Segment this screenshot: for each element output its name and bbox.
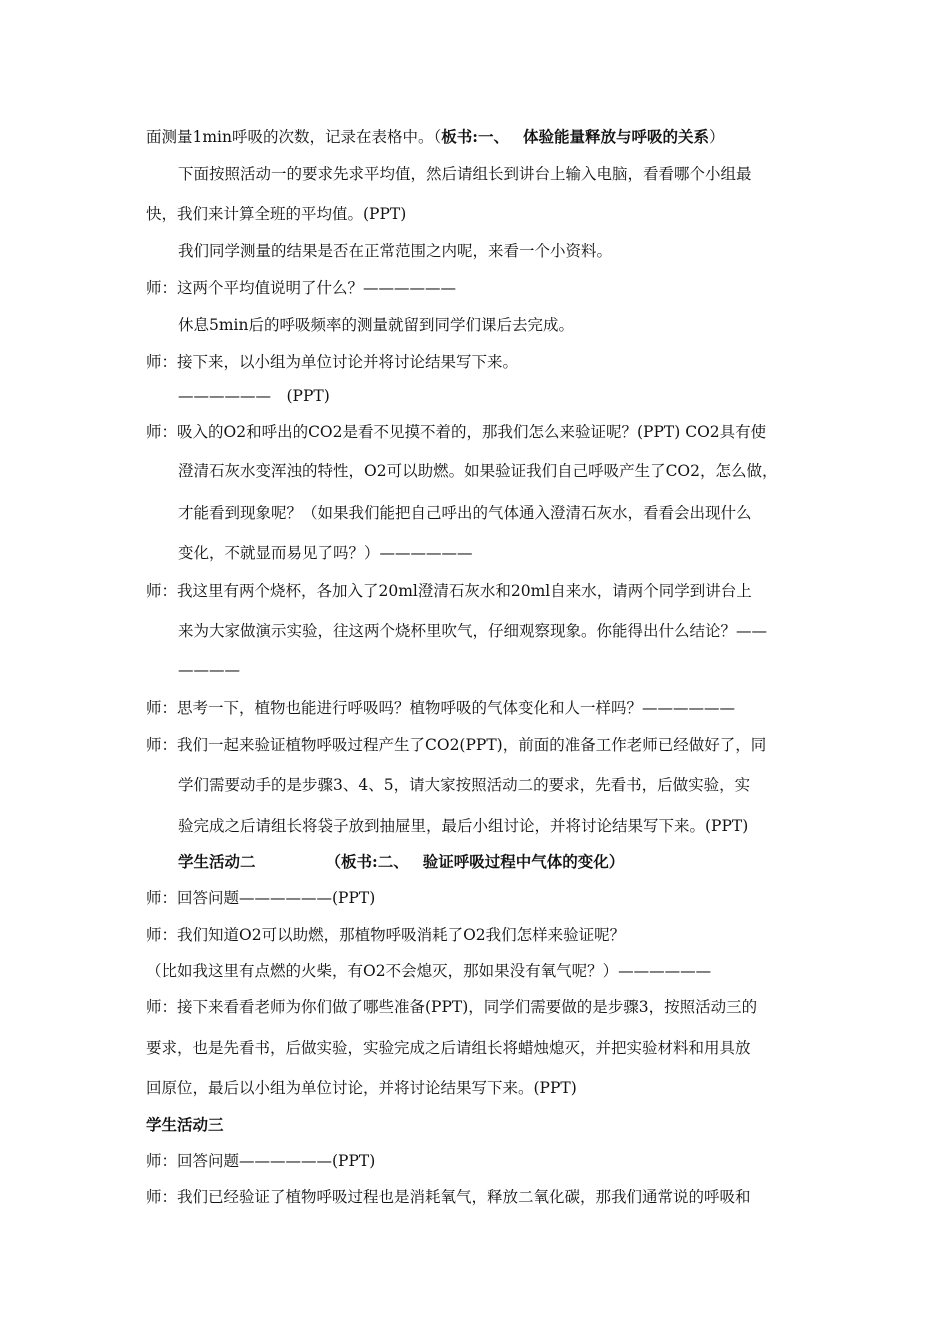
- text-line: 我们同学测量的结果是否在正常范围之内呢，来看一个小资料。: [178, 242, 613, 260]
- text-line: 才能看到现象呢？（如果我们能把自己呼出的气体通入澄清石灰水，看看会出现什么: [178, 504, 752, 522]
- text-line: 回原位，最后以小组为单位讨论，并将讨论结果写下来。(PPT): [146, 1079, 577, 1097]
- text-line: 师：回答问题——————(PPT): [146, 1152, 376, 1170]
- activity-label: 学生活动二: [178, 852, 256, 871]
- text-line: 师：接下来看看老师为你们做了哪些准备(PPT)，同学们需要做的是步骤3，按照活动三的: [146, 998, 758, 1016]
- activity-heading: 学生活动三: [146, 1115, 224, 1134]
- text-line: 师：接下来，以小组为单位讨论并将讨论结果写下来。: [146, 353, 519, 371]
- text-line: 师：我们知道O2可以助燃，那植物呼吸消耗了O2我们怎样来验证呢？: [146, 926, 626, 944]
- board-heading: 验证呼吸过程中气体的变化）: [422, 852, 625, 871]
- text-line: 下面按照活动一的要求先求平均值，然后请组长到讲台上输入电脑，看看哪个小组最: [178, 165, 752, 183]
- text-line: 变化，不就显而易见了吗？）——————: [178, 544, 473, 562]
- text-line: 澄清石灰水变浑浊的特性，O2可以助燃。如果验证我们自己呼吸产生了CO2，怎么做，: [178, 462, 778, 480]
- text-line: —————— (PPT): [178, 387, 330, 405]
- text-line: 师：思考一下，植物也能进行呼吸吗？植物呼吸的气体变化和人一样吗？——————: [146, 699, 736, 717]
- board-label: （板书:二、: [325, 852, 409, 871]
- text-line: （比如我这里有点燃的火柴，有O2不会熄灭，那如果没有氧气呢？）——————: [146, 962, 712, 980]
- text-line: 师：我们已经验证了植物呼吸过程也是消耗氧气，释放二氧化碳，那我们通常说的呼吸和: [146, 1188, 751, 1206]
- text-line: 师：吸入的O2和呼出的CO2是看不见摸不着的，那我们怎么来验证呢？(PPT) CO2具有使: [146, 423, 767, 441]
- text-line: 快，我们来计算全班的平均值。(PPT): [146, 205, 407, 223]
- text-line: 师：我这里有两个烧杯，各加入了20ml澄清石灰水和20ml自来水，请两个同学到讲台上: [146, 582, 752, 600]
- activity-heading: [0, 852, 950, 872]
- text-line: [0, 127, 950, 147]
- text-span: 面测量1min呼吸的次数，记录在表格中。（: [146, 128, 442, 146]
- text-line: 师：我们一起来验证植物呼吸过程产生了CO2(PPT)，前面的准备工作老师已经做好了，同: [146, 736, 767, 754]
- text-line: 师：回答问题——————(PPT): [146, 889, 376, 907]
- text-line: 验完成之后请组长将袋子放到抽屉里，最后小组讨论，并将讨论结果写下来。(PPT): [178, 817, 749, 835]
- text-line: 师：这两个平均值说明了什么？——————: [146, 279, 457, 297]
- text-line: ————: [178, 661, 240, 679]
- text-line: 学们需要动手的是步骤3、4、5，请大家按照活动二的要求，先看书，后做实验，实: [178, 776, 751, 794]
- board-label: 板书:一、: [441, 127, 509, 146]
- text-line: 休息5min后的呼吸频率的测量就留到同学们课后去完成。: [178, 316, 575, 334]
- text-line: 要求，也是先看书，后做实验，实验完成之后请组长将蜡烛熄灭，并把实验材料和用具放: [146, 1039, 751, 1057]
- board-heading: 体验能量释放与呼吸的关系: [523, 127, 710, 146]
- text-span: ）: [709, 128, 725, 146]
- text-line: 来为大家做演示实验，往这两个烧杯里吹气，仔细观察现象。你能得出什么结论？——: [178, 622, 768, 640]
